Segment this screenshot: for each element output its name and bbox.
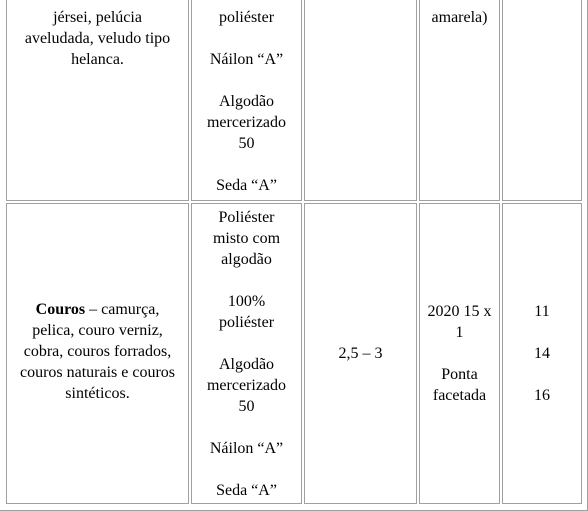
thread-line: mercerizado	[206, 114, 287, 131]
thread-line: misto com	[212, 230, 281, 247]
material-cell-1	[6, 0, 189, 201]
material-line: pelica, couro verniz,	[32, 322, 163, 339]
thread-gap	[192, 28, 301, 49]
points-cell-1	[502, 0, 582, 201]
point-value: 14	[534, 345, 550, 362]
thread-line: Náilon “A”	[209, 440, 284, 457]
material-line: cobra, couros forrados,	[23, 343, 172, 360]
measure-value: 2,5 – 3	[338, 345, 383, 362]
thread-line: Seda “A”	[216, 482, 277, 499]
thread-line: 50	[238, 135, 255, 152]
measure-cell-1	[304, 0, 417, 201]
point-value: 11	[534, 303, 550, 320]
point-gap	[503, 364, 581, 385]
needle-gap	[420, 343, 499, 364]
material-line	[7, 299, 188, 320]
material-line: sintéticos.	[65, 385, 130, 402]
thread-line: Poliéster	[218, 209, 275, 226]
material-bold-term: Couros	[35, 301, 86, 318]
needle-line: facetada	[432, 387, 487, 404]
material-line: couros naturais e couros	[19, 364, 176, 381]
point-value: 16	[534, 387, 550, 404]
thread-gap	[192, 154, 301, 175]
needle-cell-1	[419, 0, 500, 201]
material-line: aveludada, veludo tipo	[24, 30, 171, 47]
thread-gap	[192, 270, 301, 291]
measure-cell-2	[304, 203, 417, 504]
needle-line: amarela)	[431, 9, 488, 26]
thread-line: mercerizado	[206, 377, 287, 394]
needle-line: Ponta	[441, 366, 478, 383]
needle-line: 2020 15 x	[427, 303, 492, 320]
thread-line: Náilon “A”	[209, 51, 284, 68]
thread-line: Algodão	[218, 356, 275, 373]
thread-gap	[192, 459, 301, 480]
thread-cell-1	[191, 0, 302, 201]
thread-gap	[192, 417, 301, 438]
thread-line: poliéster	[218, 314, 275, 331]
points-cell-2	[502, 203, 582, 504]
thread-gap	[192, 70, 301, 91]
thread-line: 100%	[227, 293, 266, 310]
point-gap	[503, 322, 581, 343]
thread-line: algodão	[221, 251, 272, 268]
thread-gap	[192, 333, 301, 354]
thread-cell-2	[191, 203, 302, 504]
thread-line: Seda “A”	[216, 177, 277, 194]
material-line: jérsei, pelúcia	[53, 9, 142, 26]
material-line: helanca.	[71, 51, 124, 68]
thread-line: Algodão	[218, 93, 275, 110]
material-line-rest: – camurça,	[85, 301, 160, 318]
thread-line: 50	[238, 398, 255, 415]
needle-cell-2	[419, 203, 500, 504]
needle-line: 1	[455, 324, 464, 341]
thread-line: poliéster	[218, 9, 275, 26]
material-cell-2	[6, 203, 189, 504]
